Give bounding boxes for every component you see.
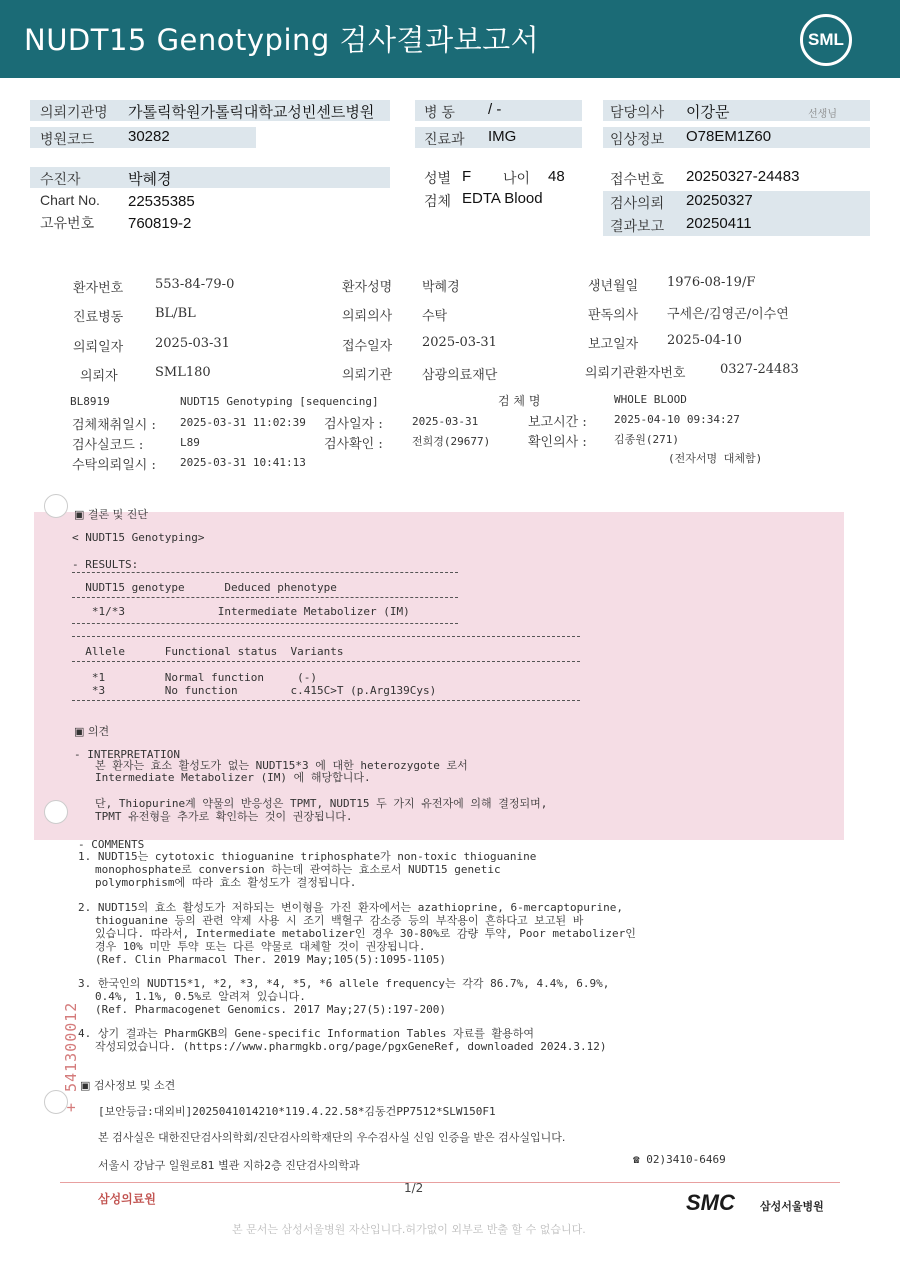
form-label: 의뢰의사 bbox=[342, 309, 393, 324]
interpretation-label: - INTERPRETATION bbox=[74, 748, 180, 761]
recv-value: 20250327-24483 bbox=[686, 168, 800, 185]
form-value: 2025-03-31 10:41:13 bbox=[180, 456, 306, 469]
form-label: 의뢰기관 bbox=[342, 368, 393, 383]
form-value: 2025-03-31 bbox=[412, 415, 479, 428]
form-label: 수탁의뢰일시 : bbox=[72, 458, 156, 473]
hosp-label: 병원코드 bbox=[40, 131, 95, 147]
form-value: 2025-03-31 bbox=[422, 335, 497, 350]
uid-label: 고유번호 bbox=[40, 215, 95, 231]
test-method: NUDT15 Genotyping [sequencing] bbox=[180, 395, 379, 408]
dept-label: 진료과 bbox=[424, 131, 465, 147]
form-value: 구세은/김영곤/이수연 bbox=[667, 307, 789, 322]
divider bbox=[72, 623, 458, 624]
ward-value: / - bbox=[488, 101, 502, 118]
form-label: 의뢰일자 bbox=[73, 340, 124, 355]
test-code: BL8919 bbox=[70, 395, 110, 408]
allele-row: *1 Normal function (-) bbox=[72, 671, 318, 684]
lab-address: 서울시 강남구 일원로81 별관 지하2층 진단검사의학과 bbox=[98, 1159, 360, 1172]
section-opinion: ▣ 의견 bbox=[74, 725, 110, 738]
interpretation-text: TPMT 유전형을 추가로 확인하는 것이 권장됩니다. bbox=[95, 810, 353, 823]
doctor-label: 담당의사 bbox=[610, 104, 665, 120]
form-label: 판독의사 bbox=[588, 308, 639, 323]
smc-logo: SMC bbox=[686, 1190, 735, 1215]
form-value: 2025-04-10 bbox=[667, 333, 742, 348]
form-label: 의뢰기관환자번호 bbox=[585, 366, 686, 381]
form-label: 진료병동 bbox=[73, 310, 124, 325]
form-value: 1976-08-19/F bbox=[667, 275, 756, 290]
sex-value: F bbox=[462, 168, 472, 185]
doctor-suffix: 선생님 bbox=[808, 109, 837, 120]
genotype-header: NUDT15 genotype Deduced phenotype bbox=[72, 581, 337, 594]
ward-label: 병 동 bbox=[424, 104, 455, 120]
section-conclusion: ▣ 결론 및 진단 bbox=[74, 508, 149, 521]
comment-line: 경우 10% 미만 투약 또는 다른 약물로 대체할 것이 권장됩니다. bbox=[95, 940, 426, 953]
form-value: 2025-03-31 11:02:39 bbox=[180, 416, 306, 429]
comment-line: monophosphate로 conversion 하는데 관여하는 효소로서 NUDT15 genetic bbox=[95, 863, 501, 876]
punch-hole bbox=[44, 800, 68, 824]
req-value: 20250327 bbox=[686, 192, 753, 209]
divider bbox=[72, 661, 580, 662]
footer-divider bbox=[60, 1182, 840, 1183]
comment-line: 작성되었습니다. (https://www.pharmgkb.org/page/pgxGeneRef, downloaded 2024.3.12) bbox=[95, 1040, 607, 1053]
comment-line: polymorphism에 따라 효소 활성도가 결정됩니다. bbox=[95, 876, 357, 889]
specimen-label: 검체 bbox=[424, 193, 452, 209]
form-value: 2025-03-31 bbox=[155, 336, 230, 351]
comment-line: 3. 한국인의 NUDT15*1, *2, *3, *4, *5, *6 allele frequency는 각각 86.7%, 4.4%, 6.9%, bbox=[78, 977, 610, 990]
specimen-value: EDTA Blood bbox=[462, 190, 543, 207]
form-label: 생년월일 bbox=[588, 279, 639, 294]
form-label: 보고시간 : bbox=[528, 415, 587, 430]
hospital-logo-left: 삼성의료원 bbox=[98, 1192, 156, 1206]
age-value: 48 bbox=[548, 168, 565, 185]
interpretation-text: 단, Thiopurine계 약물의 반응성은 TPMT, NUDT15 두 가지 유전자에 의해 결정되며, bbox=[95, 797, 548, 810]
form-value: BL/BL bbox=[155, 306, 196, 321]
inst-value: 가톨릭학원가톨릭대학교성빈센트병원 bbox=[128, 104, 375, 121]
specimen-name-value: WHOLE BLOOD bbox=[614, 393, 687, 406]
comment-line: 1. NUDT15는 cytotoxic thioguanine triphosphate가 non-toxic thioguanine bbox=[78, 850, 537, 863]
form-value: L89 bbox=[180, 436, 200, 449]
divider bbox=[72, 597, 458, 598]
comment-line: (Ref. Clin Pharmacol Ther. 2019 May;105(5):1095-1105) bbox=[95, 953, 446, 966]
genotype-row: *1/*3 Intermediate Metabolizer (IM) bbox=[72, 605, 410, 618]
doctor-value: 이강문 bbox=[686, 104, 730, 121]
comment-line: 2. NUDT15의 효소 활성도가 저하되는 변이형을 가진 환자에서는 azathioprine, 6-mercaptopurine, bbox=[78, 901, 624, 914]
form-value: 0327-24483 bbox=[720, 362, 799, 377]
divider bbox=[72, 572, 458, 573]
form-label: 보고일자 bbox=[588, 337, 639, 352]
hospital-logo-right: 삼성서울병원 bbox=[760, 1200, 824, 1213]
form-label: 의뢰자 bbox=[80, 369, 118, 384]
security-line: [보안등급:대외비]2025041014210*119.4.22.58*김동건PP7512*SLW150F1 bbox=[98, 1105, 496, 1118]
recv-label: 접수번호 bbox=[610, 171, 665, 187]
clinical-label: 임상정보 bbox=[610, 131, 665, 147]
form-label: 검사일자 : bbox=[324, 417, 383, 432]
comment-line: (Ref. Pharmacogenet Genomics. 2017 May;27(5):197-200) bbox=[95, 1003, 446, 1016]
form-label: 접수일자 bbox=[342, 339, 393, 354]
info-bar bbox=[30, 167, 390, 188]
esign-note: (전자서명 대체함) bbox=[668, 452, 763, 465]
test-title: < NUDT15 Genotyping> bbox=[72, 531, 205, 544]
form-label: 검체채취일시 : bbox=[72, 418, 156, 433]
patient-label: 수진자 bbox=[40, 171, 81, 187]
rep-label: 결과보고 bbox=[610, 218, 665, 234]
form-value: 삼광의료재단 bbox=[422, 368, 498, 383]
allele-row: *3 No function c.415C>T (p.Arg139Cys) bbox=[72, 684, 437, 697]
sex-label: 성별 bbox=[424, 170, 452, 186]
form-label: 검사실코드 : bbox=[72, 438, 144, 453]
report-header bbox=[0, 0, 900, 78]
form-label: 환자번호 bbox=[73, 281, 124, 296]
req-label: 검사의뢰 bbox=[610, 195, 665, 211]
lab-phone: ☎ 02)3410-6469 bbox=[633, 1153, 726, 1166]
comment-line: 있습니다. 따라서, Intermediate metabolizer인 경우 30-80%로 감량 투약, Poor metabolizer인 bbox=[95, 927, 636, 940]
chart-label: Chart No. bbox=[40, 192, 100, 208]
comments-label: - COMMENTS bbox=[78, 838, 145, 851]
form-label: 확인의사 : bbox=[528, 435, 587, 450]
form-value: 김종원(271) bbox=[614, 433, 679, 446]
chart-value: 22535385 bbox=[128, 193, 195, 210]
rep-value: 20250411 bbox=[686, 215, 752, 232]
form-value: 박혜경 bbox=[422, 280, 460, 295]
clinical-value: O78EM1Z60 bbox=[686, 128, 772, 145]
divider bbox=[72, 636, 580, 637]
hosp-value: 30282 bbox=[128, 128, 170, 145]
sml-logo: SML bbox=[800, 14, 852, 66]
form-value: 전희경(29677) bbox=[412, 435, 491, 448]
specimen-name-label: 검 체 명 bbox=[498, 394, 541, 408]
inst-label: 의뢰기관명 bbox=[40, 104, 108, 120]
comment-line: 4. 상기 결과는 PharmGKB의 Gene-specific Information Tables 자료를 활용하여 bbox=[78, 1027, 535, 1040]
dept-value: IMG bbox=[488, 128, 517, 145]
disclaimer: 본 문서는 삼성서울병원 자산입니다.허가없이 외부로 반출 할 수 없습니다. bbox=[232, 1223, 586, 1236]
divider bbox=[72, 700, 580, 701]
form-value: 553-84-79-0 bbox=[155, 277, 235, 292]
section-test-info: ▣ 검사정보 및 소견 bbox=[80, 1079, 176, 1092]
interpretation-text: Intermediate Metabolizer (IM) 에 해당합니다. bbox=[95, 771, 371, 784]
punch-hole bbox=[44, 494, 68, 518]
comment-line: thioguanine 등의 관련 약제 사용 시 조기 백혈구 감소증 등의 부작용이 흔하다고 보고된 바 bbox=[95, 914, 584, 927]
serial-number: + 541300012 bbox=[62, 1001, 80, 1112]
form-label: 환자성명 bbox=[342, 280, 393, 295]
age-label: 나이 bbox=[503, 170, 531, 186]
patient-value: 박혜경 bbox=[128, 171, 172, 188]
results-label: - RESULTS: bbox=[72, 558, 139, 571]
form-value: 2025-04-10 09:34:27 bbox=[614, 413, 740, 426]
form-value: SML180 bbox=[155, 365, 211, 380]
comment-line: 0.4%, 1.1%, 0.5%로 알려져 있습니다. bbox=[95, 990, 306, 1003]
certification-text: 본 검사실은 대한진단검사의학회/진단검사의학재단의 우수검사실 신임 인증을 받은 검사실입니다. bbox=[98, 1131, 566, 1144]
uid-value: 760819-2 bbox=[128, 215, 192, 232]
form-label: 검사확인 : bbox=[324, 437, 383, 452]
page-number: 1/2 bbox=[404, 1181, 424, 1195]
report-title: NUDT15 Genotyping 검사결과보고서 bbox=[24, 23, 540, 57]
allele-header: Allele Functional status Variants bbox=[72, 645, 344, 658]
interpretation-text: 본 환자는 효소 활성도가 없는 NUDT15*3 에 대한 heterozygote 로서 bbox=[95, 759, 468, 772]
form-value: 수탁 bbox=[422, 309, 448, 324]
